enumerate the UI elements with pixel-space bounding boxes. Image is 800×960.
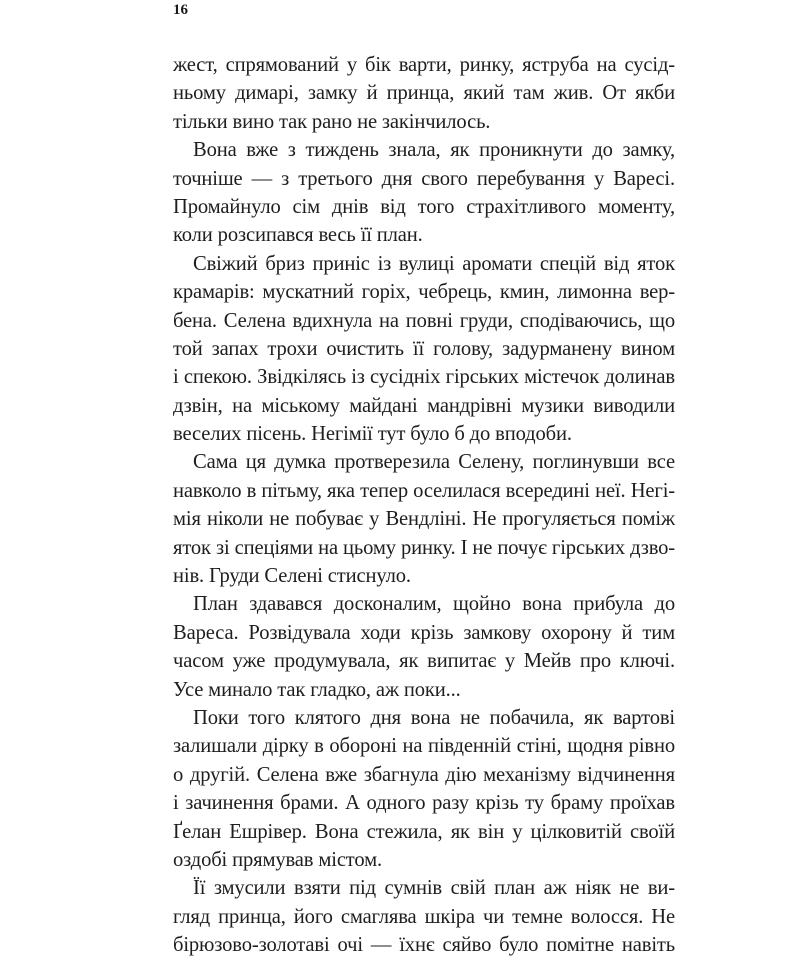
text-line: і зачинення брами. А одного разу крізь ту браму проїхав — [173, 792, 675, 815]
text-line: Вареса. Розвідувала ходи крізь замкову охорону й тим — [173, 621, 675, 644]
text-line: Промайнуло сім днів від того страхітливого моменту, — [173, 195, 675, 218]
text-line: яток зі спеціями на цьому ринку. І не почує гірських дзво- — [173, 536, 675, 559]
text-line: Поки того клятого дня вона не побачила, як вартові — [193, 706, 675, 729]
body-text — [173, 51, 675, 960]
text-line: Сама ця думка протверезила Селену, поглинувши все — [193, 451, 675, 474]
text-line: бена. Селена вдихнула на повні груди, сподіваючись, що — [173, 309, 675, 332]
paragraph — [173, 590, 675, 704]
paragraph — [173, 874, 675, 959]
paragraph — [173, 51, 675, 136]
text-line: Вона вже з тиждень знала, як проникнути до замку, — [193, 139, 675, 162]
paragraph — [173, 250, 675, 449]
paragraph — [173, 704, 675, 874]
paragraph — [173, 136, 675, 250]
text-line: оздобі прямував містом. — [173, 848, 383, 871]
text-line: о другій. Селена вже збагнула дію механізму відчинення — [173, 763, 675, 786]
text-line: і спекою. Звідкілясь із сусідніх гірських містечок долинав — [173, 366, 675, 389]
text-line: точніше — з третього дня свого перебування у Варесі. — [173, 167, 675, 190]
text-line: Усе минало так гладко, аж поки... — [173, 678, 461, 701]
text-line: коли розсипався весь її план. — [173, 224, 423, 247]
text-line: веселих пісень. Негімії тут було б до вподоби. — [173, 423, 572, 446]
text-line: гляд принца, його смаглява шкіра чи темне волосся. Не — [173, 905, 675, 928]
text-line: Ґелан Ешрівер. Вона стежила, як він у цілковитій своїй — [173, 820, 675, 843]
text-line: ньому димарі, замку й принца, який там жив. От якби — [173, 82, 675, 105]
text-line: дзвін, на міському майдані мандрівні музики виводили — [173, 394, 675, 417]
paragraph — [173, 448, 675, 590]
text-line: Свіжий бриз приніс із вулиці аромати спецій від яток — [193, 252, 675, 275]
text-line: бірюзово-золотаві очі — їхнє сяйво було помітне навіть — [173, 934, 675, 957]
text-line: навколо в пітьму, яка тепер оселилася всередині неї. Негі- — [173, 479, 675, 502]
text-line: нів. Груди Селені стиснуло. — [173, 565, 411, 588]
text-line: мія ніколи не побуває у Вендліні. Не прогуляється поміж — [173, 508, 675, 531]
text-line: Її змусили взяти під сумнів свій план аж ніяк не ви- — [193, 877, 675, 900]
text-line: той запах трохи очистить її голову, задурманену вином — [173, 337, 675, 360]
text-line: тільки вино так рано не закінчилось. — [173, 110, 491, 133]
text-line: крамарів: мускатний горіх, чебрець, кмин, лимонна вер- — [173, 281, 675, 304]
text-line: часом уже продумувала, як випитає у Мейв про ключі. — [173, 650, 675, 673]
text-line: жест, спрямований у бік варти, ринку, яструба на сусід- — [173, 54, 675, 76]
text-line: План здавався досконалим, щойно вона прибула до — [193, 593, 675, 616]
text-line: залишали дірку в обороні на південній стіні, щодня рівно — [173, 735, 675, 758]
page-number: 16 — [173, 2, 188, 18]
